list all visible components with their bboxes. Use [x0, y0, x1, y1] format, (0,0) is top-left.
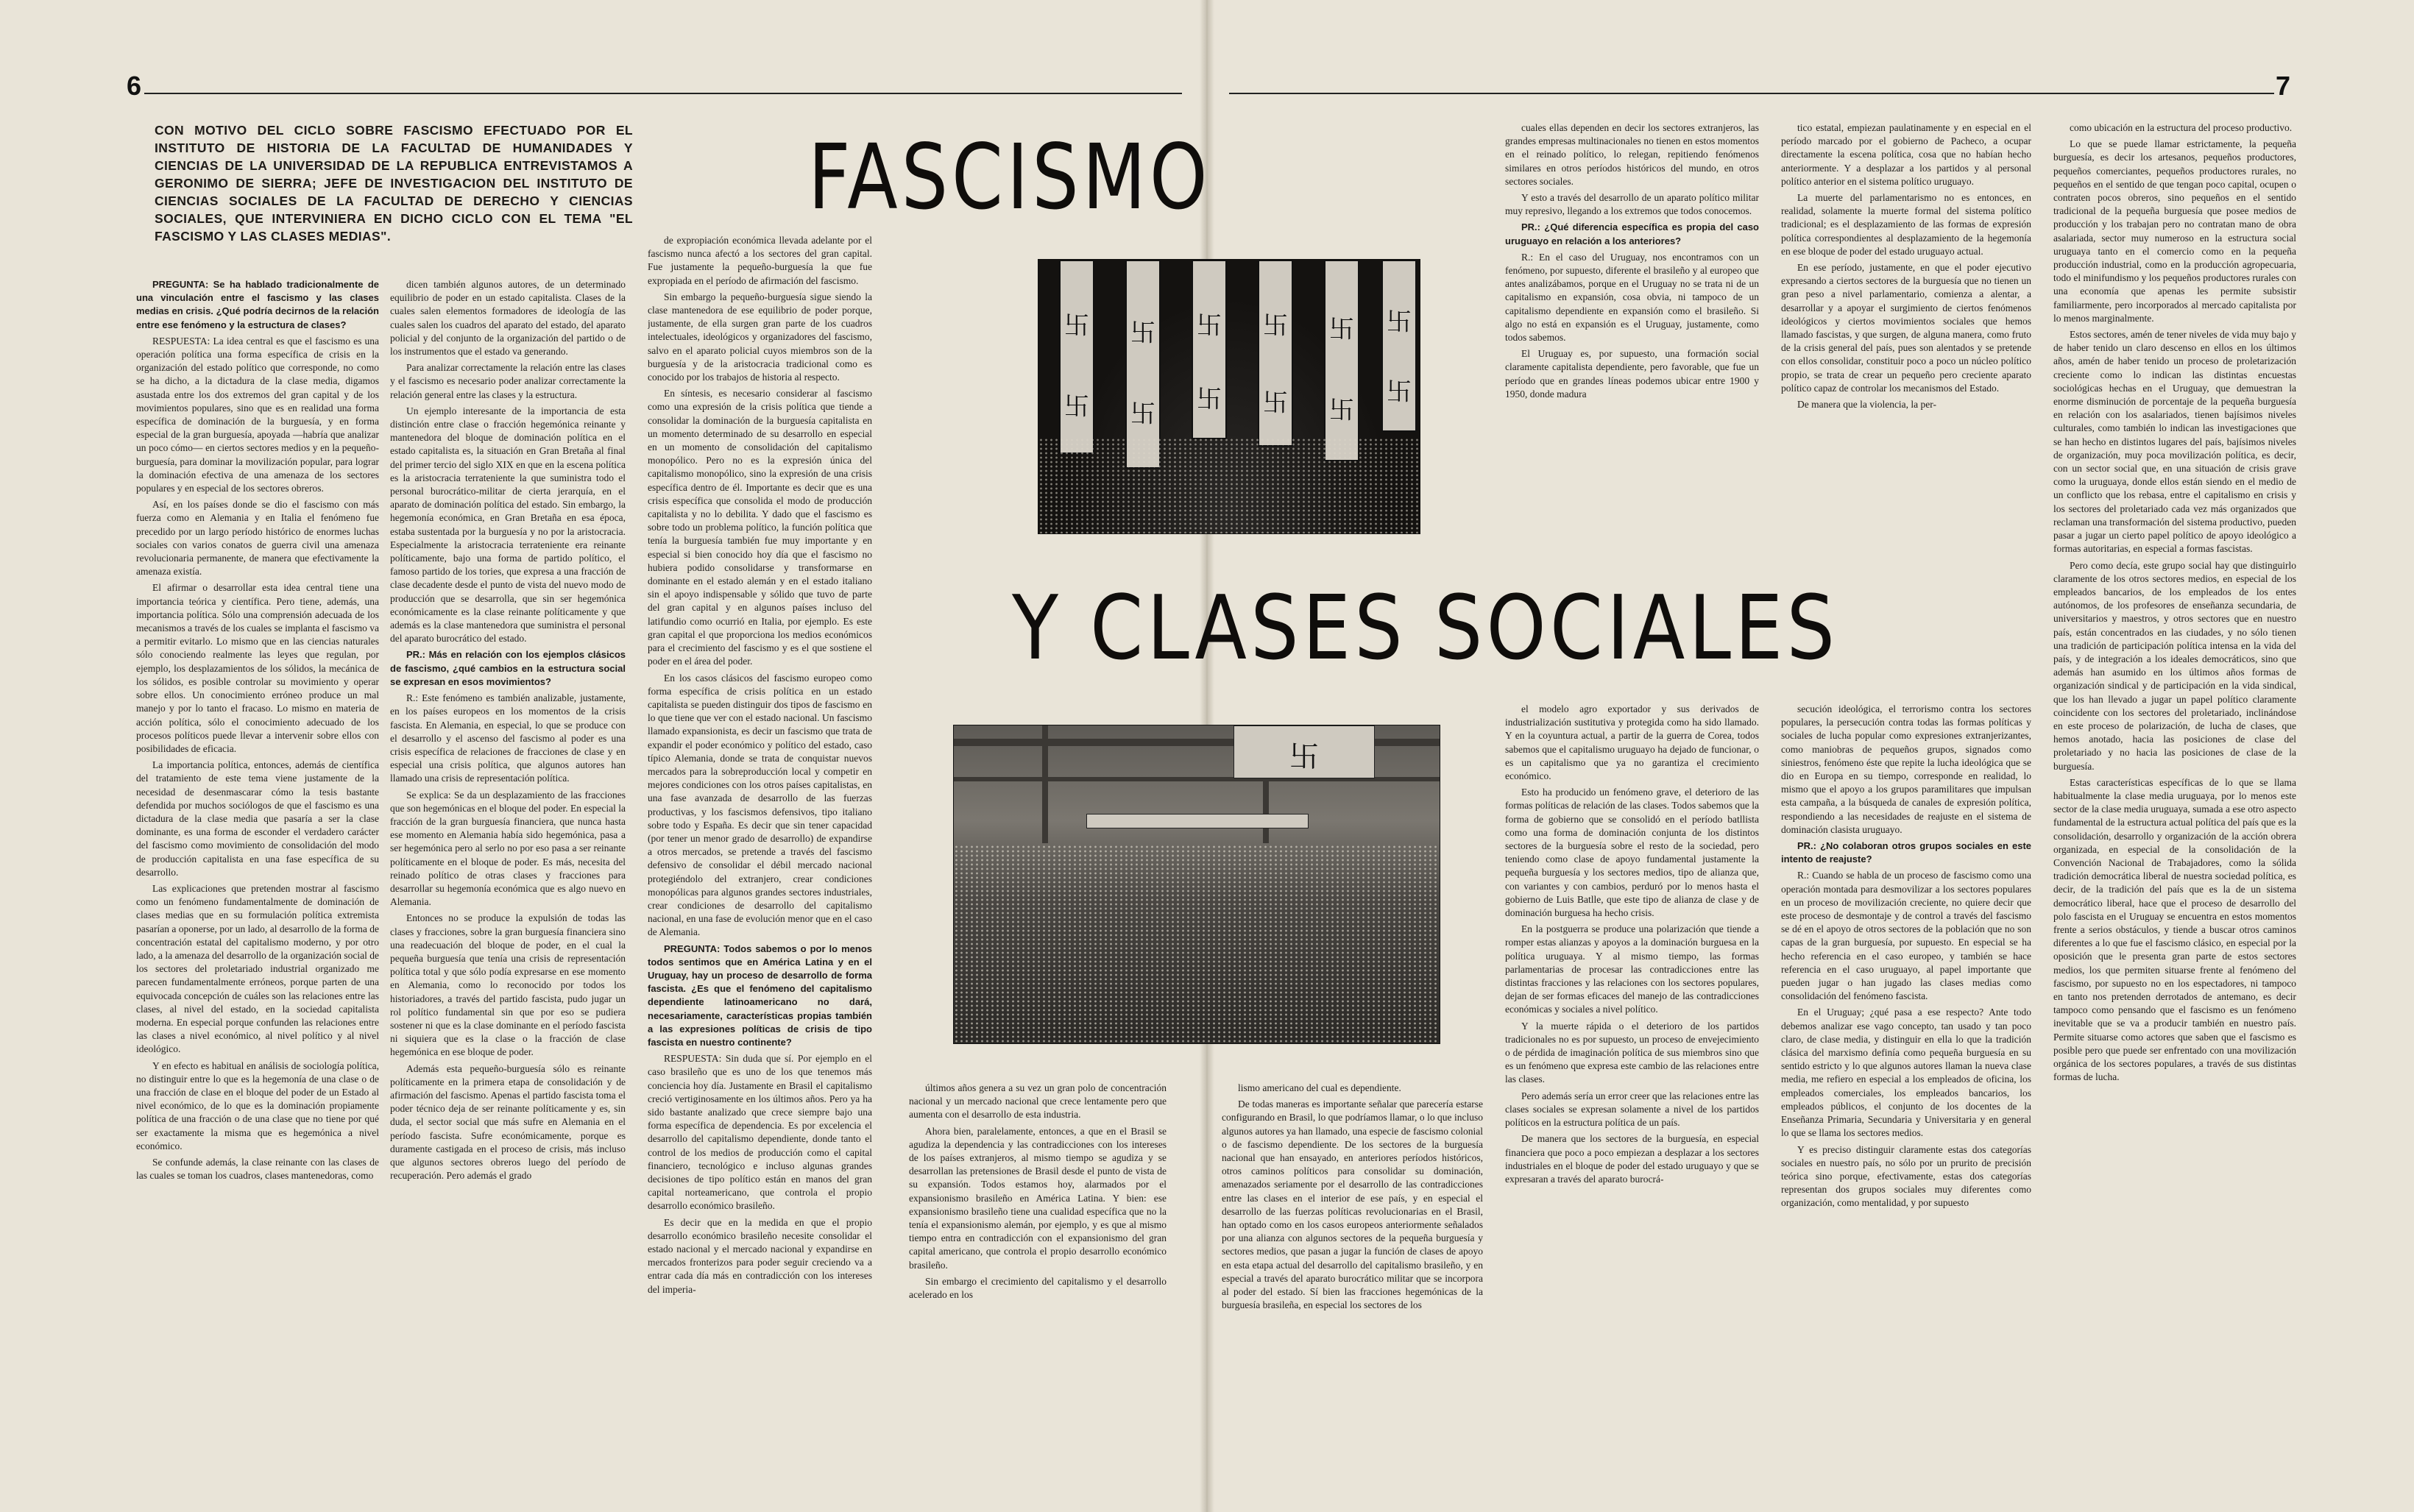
swastika-icon: 卐 — [1064, 311, 1089, 341]
interview-question: PREGUNTA: Se ha hablado tradicionalmente de una vinculación entre el fascismo y las clases medias en crisis. ¿Qué podría decirnos de la relación entre ese fenómeno y la estructura de clases? — [136, 279, 379, 330]
body-paragraph: Esto ha producido un fenómeno grave, el deterioro de las formas políticas de relación de las clases. Todos sabemos que la forma de gobierno que se consolidó en el período batllista como una forma de dominación conjunta de los distintos sectores de la burguesía sobre el resto de la sociedad, pero teniendo como clase de apoyo fundamental justamente la pequeña burguesía y los sectores medios, tipo de alianza que, con variantes y con cambios, perduró por lo menos hasta el gobierno de Luis Batlle, que este tipo de alianza de clase y de dominación burguesa ha hecho crisis. — [1505, 787, 1759, 919]
body-paragraph: Pero como decía, este grupo social hay que distinguirlo claramente de los otros sectores medios, en especial de los empleados bancarios, de los empleados de los entes autónomos, de los profesores de enseñanza secundaria, de universitarios y maestros, y otros sectores que en nuestro país, están concentrados en las ciudades, y no sólo tienen una tradición de participación política intensa en la vida del país, y de integración a los ideales democráticos, sino que además han asumido en los últimos años formas de organización sindical y de participación en la vida sindical, que los han llevado a jugar un papel político claramente coincidente con los sectores del proletariado, inclinándose en este proceso de polarización, de lucha de clases, que hemos anotado, hacia las posiciones de clase del proletariado y no hacia las posiciones de clase de la burguesía. — [2053, 559, 2296, 772]
banner — [1086, 814, 1309, 828]
body-paragraph: En ese período, justamente, en que el poder ejecutivo expresando a ciertos sectores de la burguesía que no tienen un gran peso a nivel parlamentario, comienza a alentar, a desarrollar y a apoyar el surgimiento de ciertos fenómenos ideológicos y ciertos movimientos sociales que hemos llamado fascistas, y que surgen, de alguna manera, como fruto de la crisis general del país, pues son alentados y se pretende con ellos consolidar, constituir poco a poco un núcleo político propio, se trata de crear un pequeño pero creciente aparato político capaz de controlar los mecanismos del Estado. — [1781, 262, 2031, 394]
body-paragraph: Y esto a través del desarrollo de un aparato político militar muy represivo, llegando a los extremos que todos conocemos. — [1505, 192, 1759, 217]
body-paragraph: En los casos clásicos del fascismo europeo como forma específica de crisis política en un estado capitalista se pueden distinguir dos tipos de fascismo en lo que tiene que ver con el estado nacional. Un fascismo llamado expansionista, es decir un fascismo que trata de expandir el poder económico y político del estado, caso típico Alemania, donde se trata de conquistar nuevos mercados para la sobreproducción local y competir en mejores condiciones con los otros países capitalistas, en una fase avanzada de desarrollo de las fuerzas productivas, y los fascismos defensivos, tipo italiano sobre todo y España. Es decir que sin tener capacidad (por tener un menor grado de desarrollo) de expandirse a otros mercados, se pretende a través del fascismo defensivo de consolidar el débil mercado nacional protegiéndolo del extranjero, crear condiciones monopólicas para algunos grandes sectores industriales, crear condiciones de desarrollo del capitalismo nacional, en una fase de evolución menor que en el caso de Alemania. — [648, 672, 872, 938]
body-paragraph: El afirmar o desarrollar esta idea central tiene una importancia teórica y científica. Pero tiene, además, una importancia política. Sólo una comprensión adecuada de los mecanismos a través de los cuales se implanta el fascismo va a permitir evitarlo. Lo mismo que en las ciencias naturales sólo conociendo realmente las leyes que regulan, por ejemplo, los desplazamientos de los sólidos, la mecánica de los sólidos, es posible controlar su movimiento y operar sobre ellos. Un conocimiento erróneo produce un mal manejo y por lo tanto el fracaso. Lo mismo en materia de acción política, sólo el conocimiento adecuado de los procesos políticos puede llevar a intervenir sobre ellos con posibilidades de eficacia. — [136, 582, 379, 754]
body-paragraph: En el Uruguay; ¿qué pasa a ese respecto? Ante todo debemos analizar ese vago concepto, tan usado y tan poco claro, de clase media, y distinguir en ella lo que la tradición clásica del marxismo definía como pequeña burguesía en su sentido estricto y lo que algunos autores llaman la nueva clase media, me refiero en especial a los empleados de oficina, los empleados comerciales, los empleados bancarios, los empleados públicos, el conjunto de los docentes de la Enseñanza Primaria, Secundaria y Universitaria y en general lo que se llama los sectores medios. — [1781, 1007, 2031, 1139]
body-paragraph: de expropiación económica llevada adelante por el fascismo nunca afectó a los sectores del gran capital. Fue justamente la pequeño-burguesía la que fue expropiada en el período de afirmación del fascismo. — [648, 235, 872, 286]
text-column-5 — [1222, 1082, 1483, 1442]
body-paragraph: el modelo agro exportador y sus derivados de industrialización sustitutiva y protegida como ha sido llamado. Y en la coyuntura actual, a partir de la guerra de Corea, todos sabemos que el capitalismo uruguayo ha dejado de funcionar, o es un capitalismo que ya no garantiza el crecimiento económico. — [1505, 703, 1759, 782]
body-paragraph: Estos sectores, amén de tener niveles de vida muy bajo y de haber tenido un claro descenso en ellos en los últimos años, amén de haber tenido un proceso de proletarización creciente como lo indican las distintas encuestas sociológicas hechas en el Uruguay, que demuestran la enorme disminución de porcentaje de la pequeña burguesía en relación con los asalariados, tienen bajísimos niveles culturales, como también lo indican las investigaciones que se han hecho en distintos lugares del país, bajísimos niveles de organización, muy poca movilización política, es decir, con un sector social que, en una situación de crisis grave como la uruguaya, donde ellos están siendo en el medio de un conflicto que los rebasa, entre el capitalismo en crisis y los sectores del proletariado cada vez más organizados que reclaman una transformación del sistema productivo, pueden pasar a jugar un cierto papel político de apoyo ideológico a formas autoritarias, en especial a formas fascistas. — [2053, 329, 2296, 555]
page-number-right: 7 — [2276, 71, 2291, 101]
headline-clases-sociales: Y CLASES SOCIALES — [1012, 578, 1839, 680]
body-paragraph: Sin embargo el crecimiento del capitalismo y el desarrollo acelerado en los — [909, 1275, 1167, 1301]
swastika-icon: 卐 — [1387, 377, 1412, 407]
body-paragraph: lismo americano del cual es dependiente. — [1238, 1082, 1401, 1093]
body-paragraph: R.: Cuando se habla de un proceso de fascismo como una operación montada para desmovilizar a los sectores populares en un proceso de movilización creciente, no quiere decir que este proceso de desmontaje y de control a través del fascismo se dé en el apoyo de otros sectores de la población que no son capas de la gran burguesía, por supuesto. En especial se ha hecho referencia en el caso europeo, y también se hace referencia en el caso uruguayo, al papel importante que pueden jugar o han jugado las clases medias como consolidación del fenómeno fascista. — [1781, 870, 2031, 1002]
body-paragraph: dicen también algunos autores, de un determinado equilibrio de poder en un estado capitalista. Clases de la cuales salen elementos formadores de ideología de las cuales salen los cuadros del aparato del estado, del aparato policial y del conjunto de la organización del partido o de los instrumentos que el estado va generando. — [390, 279, 626, 358]
crowd — [954, 845, 1440, 1043]
page-number-left: 6 — [127, 71, 142, 101]
swastika-icon: 卐 — [1289, 740, 1319, 774]
body-paragraph: Además esta pequeño-burguesía sólo es reinante políticamente en la primera etapa de consolidación y de afirmación del fascismo. Apenas el partido fascista toma el poder técnico deja de ser reinante políticamente y es, sin duda, el sector social que más sufre en Alemania en el período fascista. Sufre económicamente, porque es duramente castigada en el proceso de crisis, más incluso que algunos sectores obreros luego del período de recuperación. Pero además el grado — [390, 1062, 626, 1182]
interview-question: PR.: ¿No colaboran otros grupos sociales en este intento de reajuste? — [1781, 840, 2031, 865]
body-paragraph: Así, en los países donde se dio el fascismo con más fuerza como en Alemania y en Italia el fenómeno fue precedido por un largo período histórico de enormes luchas sociales con varios conatos de guerra civil una amenaza revolucionaria permanente, de manera que efectivamente la amenaza existía. — [136, 499, 379, 578]
body-paragraph: Entonces no se produce la expulsión de todas las clases y fracciones, sobre la gran burguesía financiera sino una readecuación del bloque de poder, en el cual la pequeña burguesía que tenía una crisis de representación política total y que sólo podía expresarse en ese momento en Alemania, como lo reconocido por todos los historiadores, a través del partido fascista, pudo jugar un rol político fundamental sin que por eso se pudiera sostener ni que es la clase dominante en el período fascista ni siquiera que es la clase o la fracción de clase hegemónica en ese bloque de poder. — [390, 912, 626, 1058]
banner — [1381, 260, 1417, 432]
rally-photo — [1038, 259, 1420, 534]
body-paragraph: cuales ellas dependen en decir los sectores extranjeros, las grandes empresas multinacionales no tienen en estos momentos en el reinado político, lo relegan, repitiendo fenómenos similares en otros períodos históricos del mundo, en otros sectores sociales. — [1505, 122, 1759, 187]
body-paragraph: Y la muerte rápida o el deterioro de los partidos tradicionales no es por supuesto, un proceso de envejecimiento o de pérdida de imaginación política de sus miembros sino que es un fenómeno que expresa este cambio de las relaciones entre las clases. — [1505, 1020, 1759, 1085]
text-column-9 — [1781, 703, 2031, 1460]
interview-question: PR.: Más en relación con los ejemplos clásicos de fascismo, ¿qué cambios en la estructura social se expresan en esos movimientos? — [390, 649, 626, 687]
body-paragraph: tico estatal, empiezan paulatinamente y en especial en el período marcado por el gobierno de Pacheco, a ocupar directamente la escena política, cosa que no habían hecho anteriormente. Y a desplazar a los partidos y al personal político anterior en el sistema político uruguayo. — [1781, 122, 2031, 187]
swastika-icon: 卐 — [1197, 385, 1222, 414]
text-column-7 — [1505, 703, 1759, 1460]
swastika-icon: 卐 — [1387, 308, 1412, 337]
body-paragraph: como ubicación en la estructura del proceso productivo. — [2070, 122, 2293, 133]
crowd-hall-photo — [953, 725, 1440, 1044]
body-paragraph: En síntesis, es necesario considerar al fascismo como una expresión de la crisis política que tiende a consolidar la dominación de la burguesía capitalista en un momento determinado de su desarrollo en especial en un momento de consolidación del capitalismo monopólico. Pero no es la expresión única del capitalismo monopólico, sino la expresión de una crisis específica dentro de él. Importante es decir que es una crisis específica que consolida el modo de producción capitalista y no lo debilita. Y dado que el fascismo es sobre todo un problema político, la función política que tenía la burguesía también fue muy importante y en especial si bien conocido hoy día que el fascismo no hubiera podido consolidarse y transformarse en dominante en el estado alemán y en el estado italiano sin el apoyo indispensable y sólido que tuvo de parte del gran capital y en algunos países incluso del latifundio como ocurrió en Italia, por ejemplo. Es este gran capital el que proporciona los medios económicos para el crecimiento del fascismo y es el que sostiene el poder en el área del poder. — [648, 388, 872, 667]
body-paragraph: Y es preciso distinguir claramente estas dos categorías sociales en nuestro país, no sólo por un prurito de precisión teórica sino porque, efectivamente, estas dos categorías representan dos grupos sociales muy diferentes como organización, como mentalidad, y por supuesto — [1781, 1143, 2031, 1209]
body-paragraph: últimos años genera a su vez un gran polo de concentración nacional y un mercado nacional que crece lentamente pero que aumenta con el desarrollo de esta industria. — [909, 1082, 1167, 1121]
banner — [1192, 260, 1227, 439]
swastika-icon: 卐 — [1263, 388, 1288, 418]
body-paragraph: R.: Este fenómeno es también analizable, justamente, en los países europeos en los momentos de la crisis fascista. En Alemania, en especial, lo que se produce con el desarrollo y el ascenso del fascismo al poder es una crisis específica de relaciones de fracciones de clase y en especial una crisis política, que algunos autores han llamado una crisis de representación política. — [390, 692, 626, 784]
banner — [1258, 260, 1293, 447]
body-paragraph: Para analizar correctamente la relación entre las clases y el fascismo es necesario poder analizar correctamente la relación general entre las clases y la estructura. — [390, 362, 626, 400]
swastika-icon: 卐 — [1130, 319, 1155, 348]
body-paragraph: Ahora bien, paralelamente, entonces, a que en el Brasil se agudiza la dependencia y las contradicciones con los intereses de los países extranjeros, al mismo tiempo se agudiza y se desarrollan las pretensiones de Brasil desde el punto de vista de su expansión. Todos estamos hoy, alarmados por el expansionismo brasileño en América Latina. Y bien: ese expansionismo brasileño tiene una cualidad específica que no la tenía el expansionismo alemán, por ejemplo, y es que al mismo tiempo entra en contradicción con el expansionismo del gran capital americano, que controla el propio desarrollo económico brasileño. — [909, 1125, 1167, 1271]
banner — [1233, 725, 1375, 778]
crowd — [1038, 438, 1420, 533]
body-paragraph: Las explicaciones que pretenden mostrar al fascismo como un fenómeno fundamentalmente de dominación de clases medias que en su formulación política extremista pasarían a oponerse, por un lado, al desarrollo de la forma de concentración estatal del capitalismo moderno, y por otro lado, a la amenaza del desarrollo de la organización social de los sectores del proletariado industrial organizado me parecen fundamentalmente erróneos, porque parten de una equivocada concepción de cuáles son las relaciones entre las clases, al nivel del estado, en la sociedad capitalista moderna. En especial porque confunden las relaciones entre las clases a nivel económico, al nivel político y al nivel ideológico. — [136, 882, 379, 1055]
top-rule-left — [144, 93, 1182, 94]
interview-question: PR.: ¿Qué diferencia específica es propia del caso uruguayo en relación a los anteriores? — [1505, 221, 1759, 246]
text-column-1 — [136, 278, 379, 1470]
swastika-icon: 卐 — [1263, 311, 1288, 341]
text-column-6 — [1505, 121, 1759, 578]
text-column-8 — [1781, 121, 2031, 578]
body-paragraph: RESPUESTA: Sin duda que sí. Por ejemplo en el caso brasileño que es uno de los que tenemos más conciencia hoy día. Justamente en Brasil el capitalismo creció vertiginosamente en los últimos años. Pero ya ha sido bastante analizado que crece siempre bajo una forma específica de dependencia. Es por excelencia el desarrollo del capitalismo dependiente, donde tanto el control de los medios de producción como el capital financiero, tecnológico e incluso algunas grandes decisiones de tipo político están en manos del gran capital norteamericano, que controla el propio desarrollo económico brasileño. — [648, 1053, 872, 1212]
body-paragraph: En la postguerra se produce una polarización que tiende a romper estas alianzas y apoyos a la dominación burguesa en la política uruguaya. Y al mismo tiempo, las formas parlamentarias de procesar las contradicciones entre las distintas fracciones y las relaciones con los sectores populares, dejan de ser formas eficaces del manejo de las contradicciones económicas y sociales a nivel político. — [1505, 923, 1759, 1015]
swastika-icon: 卐 — [1197, 311, 1222, 341]
banner — [1324, 260, 1359, 461]
text-column-2 — [390, 278, 626, 1470]
body-paragraph: La muerte del parlamentarismo no es entonces, en realidad, solamente la muerte formal del sistema político tradicional; es el desplazamiento de las formas de expresión política correspondientes al desplazamiento de la hegemonía en ese bloque de poder del estado uruguayo actual. — [1781, 192, 2031, 257]
body-paragraph: Un ejemplo interesante de la importancia de esta distinción entre clase o fracción hegemónica reinante y mantenedora del bloque de dominación política en el estado capitalista es, la situación en Gran Bretaña al final del primer tercio del siglo XIX en que en la escena política es la aristocracia terrateniente la que suministra todo el personal burocrático-militar de cierta jerarquía, en el aparato de dominación política del estado. Sin embargo, la hegemonía económica, en Gran Bretaña en esa época, estaba sustentada por la burguesía y no por la aristocracia. Especialmente la aristocracia terrateniente era reinante políticamente, bajo una forma de partido político, el famoso partido de los tories, que expresa a una fracción de clase decadente desde el punto de vista del nuevo modo de producción que se desarrolla, que sin ser hegemónica económicamente es la clase reinante políticamente y que además es la clase mantenedora que suministra el personal del aparato burocrático del estado. — [390, 405, 626, 645]
body-paragraph: Lo que se puede llamar estrictamente, la pequeña burguesía, es decir los artesanos, pequeños productores, pequeños comerciantes, pequeños productores rurales, no pequeños en el sentido de que tengan poco capital, ocupen o contraten pocos obreros, sino pequeños en el sentido tradicional de la pequeña burguesía que posee medios de producción y los trabajan pero no contratan mano de obra asalariada, sector muy numeroso en la estructura social uruguaya tanto en el comercio como en la pequeña producción industrial, como en la producción agropecuaria, todo el minifundismo y los pequeños productores rurales con una economía que apenas les permite subsistir familiarmente, pero incorporados al mercado capitalista por lo menos marginalmente. — [2053, 138, 2296, 324]
article-intro: CON MOTIVO DEL CICLO SOBRE FASCISMO EFECTUADO POR EL INSTITUTO DE HISTORIA DE LA FACULTAD DE HUMANIDADES Y CIENCIAS DE LA UNIVERSIDAD DE LA REPUBLICA ENTREVISTAMOS A GERONIMO DE SIERRA; JEFE DE INVESTIGACION DEL INSTITUTO DE CIENCIAS SOCIALES DE LA FACULTAD DE DERECHO Y CIENCIAS SOCIALES, QUE INTERVINIERA EN DICHO CICLO CON EL TEMA "EL FASCISMO Y LAS CLASES MEDIAS". — [155, 123, 633, 244]
body-paragraph: Y en efecto es habitual en análisis de sociología política, no distinguir entre lo que es la hegemonía de una clase o de una fracción de clase en el bloque del poder de un Estado al nivel económico, de lo que es la dominación propiamente política de una fracción o de una clase que no tiene por qué ser exactamente la misma que es hegemónica a nivel económico. — [136, 1060, 379, 1151]
text-column-4 — [909, 1082, 1167, 1442]
banner — [1059, 260, 1094, 454]
body-paragraph: Pero además sería un error creer que las relaciones entre las clases sociales se expresan solamente a nivel de los partidos políticos en la estructura política de un país. — [1505, 1090, 1759, 1129]
body-paragraph: Sin embargo la pequeño-burguesía sigue siendo la clase mantenedora de ese equilibrio de poder porque, justamente, de ella surgen gran parte de los cuadros intelectuales, ideológicos y organizadores del fascismo, salvo en el aparato policial cuyos miembros son de la burguesía y de la aristocracia tradicional como es conocido por los trabajos de historia al respecto. — [648, 291, 872, 383]
text-column-3 — [648, 234, 872, 1470]
roof-beam — [1042, 725, 1048, 843]
headline-fascismo: FASCISMO — [808, 125, 1211, 230]
body-paragraph: La importancia política, entonces, además de científica del tratamiento de este tema viene justamente de la necesidad de desenmascarar cómo la tesis bastante defendida por muchos sociólogos de que el fascismo es una dictadura de la clase media que pasaría a ser la clase dominante, es una forma de esconder el verdadero carácter del fascismo como movimiento de consolidación del modo de producción capitalista en una fase específica de su desarrollo. — [136, 759, 379, 878]
body-paragraph: Estas características específicas de lo que se llama habitualmente la clase media uruguaya, por lo menos este sector de la clase media uruguaya, sumada a ese otro aspecto fundamental de la estructura actual política del país que es la consolidación, desarrollo y organización de la acción obrera organizada, en especial de la consolidación de la Convención Nacional de Trabajadores, como la sólida tradición democrática liberal de nuestra sociedad política, es decir, de la tradición del país que es la de un sistema democrático liberal, hace que el proceso de desarrollo del polo fascista en el Uruguay se encuentra en estos momentos frente a serios obstáculos, y tiende a buscar otros caminos diferentes a lo que fue el fascismo clásico, en especial por la oposición que le presenta gran parte de estos sectores medios, los que permiten situarse frente al fenómeno del fascismo, por supuesto no en los espectadores, ni tampoco en tanto nos pretenden derrotados de antemano, es decir tampoco como pensando que el fascismo es un fenómeno inevitable que se va a producir también en nuestro país. Permite situarse como actores que saben que el fascismo es posible pero que puede ser enfrentado con una movilización orgánica de los sectores populares, a través de sus distintas formas de lucha. — [2053, 776, 2296, 1083]
body-paragraph: Se confunde además, la clase reinante con las clases de las cuales se toman los cuadros, clases mantenedoras, como — [136, 1157, 379, 1182]
body-paragraph: R.: En el caso del Uruguay, nos encontramos con un fenómeno, por supuesto, diferente el brasileño y al europeo que antes analizábamos, porque en el Uruguay no se trata ni de un capitalismo en expansión, cosa obvia, ni tampoco de un capitalismo dependiente en expansión como el brasileño. Si algo no está en expansión es el Uruguay, justamente, como todos sabemos. — [1505, 251, 1759, 344]
body-paragraph: De manera que la violencia, la per- — [1797, 399, 1937, 411]
swastika-icon: 卐 — [1329, 396, 1354, 425]
swastika-icon: 卐 — [1130, 400, 1155, 429]
body-paragraph: Es decir que en la medida en que el propio desarrollo económico brasileño necesite consolidar el estado nacional y el mercado nacional y expandirse en mercados fronterizos para poder seguir creciendo va a entrar cada día más en contradicción con los intereses del imperia- — [648, 1216, 872, 1295]
body-paragraph: El Uruguay es, por supuesto, una formación social claramente capitalista dependiente, pero favorable, que fue un período que en grandes líneas podemos ubicar entre 1900 y 1950, donde madura — [1505, 348, 1759, 400]
print-margin-marks — [1060, 1485, 1369, 1495]
swastika-icon: 卐 — [1329, 315, 1354, 344]
top-rule-right — [1229, 93, 2274, 94]
body-paragraph: De todas maneras es importante señalar que parecería estarse configurando en Brasil, lo que podríamos llamar, o lo que incluso algunos autores ya han llamado, una especie de fascismo colonial o de fascismo dependiente. De los sectores de la burguesía nacional que han ensayado, en anteriores períodos históricos, otros caminos políticos para consolidar su dominación, amenazados seriamente por el desarrollo de las contradicciones entre las clases en el interior de ese país, y en especial el desarrollo de las fuerzas políticas revolucionarias en el Brasil, han optado como en los casos europeos anteriormente señalados por una alianza con algunos sectores de la pequeña burguesía y sectores medios, que pasan a jugar la función de clases de apoyo en esta etapa actual del desarrollo del capitalismo brasileño, y en especial a través del aparato burocrático militar que se incorpora al poder del estado. Sí bien las fracciones hegemónicas de la burguesía brasileña, en especial los sectores de los — [1222, 1098, 1483, 1311]
body-paragraph: secución ideológica, el terrorismo contra los sectores populares, la persecución contra todas las formas políticas y sociales de lucha popular como expresiones extranjerizantes, como maniobras de pequeños grupos, signados como siniestros, fenómeno éste que repite la lucha ideológica que se dio en Europa en su tiempo, corresponde en realidad, lo mismo que el apoyo a los grupos paramilitares que impulsan esta campaña, a la búsqueda de canales de expresión política, respondiendo a las necesidades de reajuste en el sistema de dominación clasista uruguayo. — [1781, 703, 2031, 835]
body-paragraph: De manera que los sectores de la burguesía, en especial financiera que poco a poco empiezan a desplazar a los sectores industriales en el bloque de poder del estado uruguayo y que se expresaran a través del aparato burocrá- — [1505, 1133, 1759, 1185]
body-paragraph: Se explica: Se da un desplazamiento de las fracciones que son hegemónicas en el bloque del poder. En especial la fracción de la gran burguesía financiera, que nunca hasta ese momento en Alemania había sido hegemónica, pasa a ser hegemónica pero al serlo no por eso pasa a ser reinante políticamente en el bloque de poder. Es más, necesita del reinado político de otras clases y fracciones para desarrollar su hegemonía económica que es algo nuevo en Alemania. — [390, 789, 626, 908]
body-paragraph: RESPUESTA: La idea central es que el fascismo es una operación política una forma específica de crisis en la organización del estado político que corresponde, no como se ha dicho, a la dictadura de la clase media, digamos asustada entre los dos extremos del gran capital y de los movimientos populares, sino que es en realidad una forma específica de dominación de la burguesía, y en forma especial de la gran burguesía, apoyada —habría que analizar un poco cómo— en ciertos sectores medios y en la pequeño-burguesía, para dominar la movilización popular, para lograr la dominación efectiva de una amenaza de los sectores populares y en especial de los sectores obreros. — [136, 335, 379, 494]
interview-question: PREGUNTA: Todos sabemos o por lo menos todos sentimos que en América Latina y en el Uruguay, hay un proceso de desarrollo de forma fascista. ¿Es que el fenómeno del capitalismo dependiente latinoamericano no dará, necesariamente, características propias también a las expresiones políticas de crisis de tipo fascista en nuestro continente? — [648, 943, 872, 1048]
swastika-icon: 卐 — [1064, 392, 1089, 422]
text-column-10 — [2053, 121, 2296, 1460]
